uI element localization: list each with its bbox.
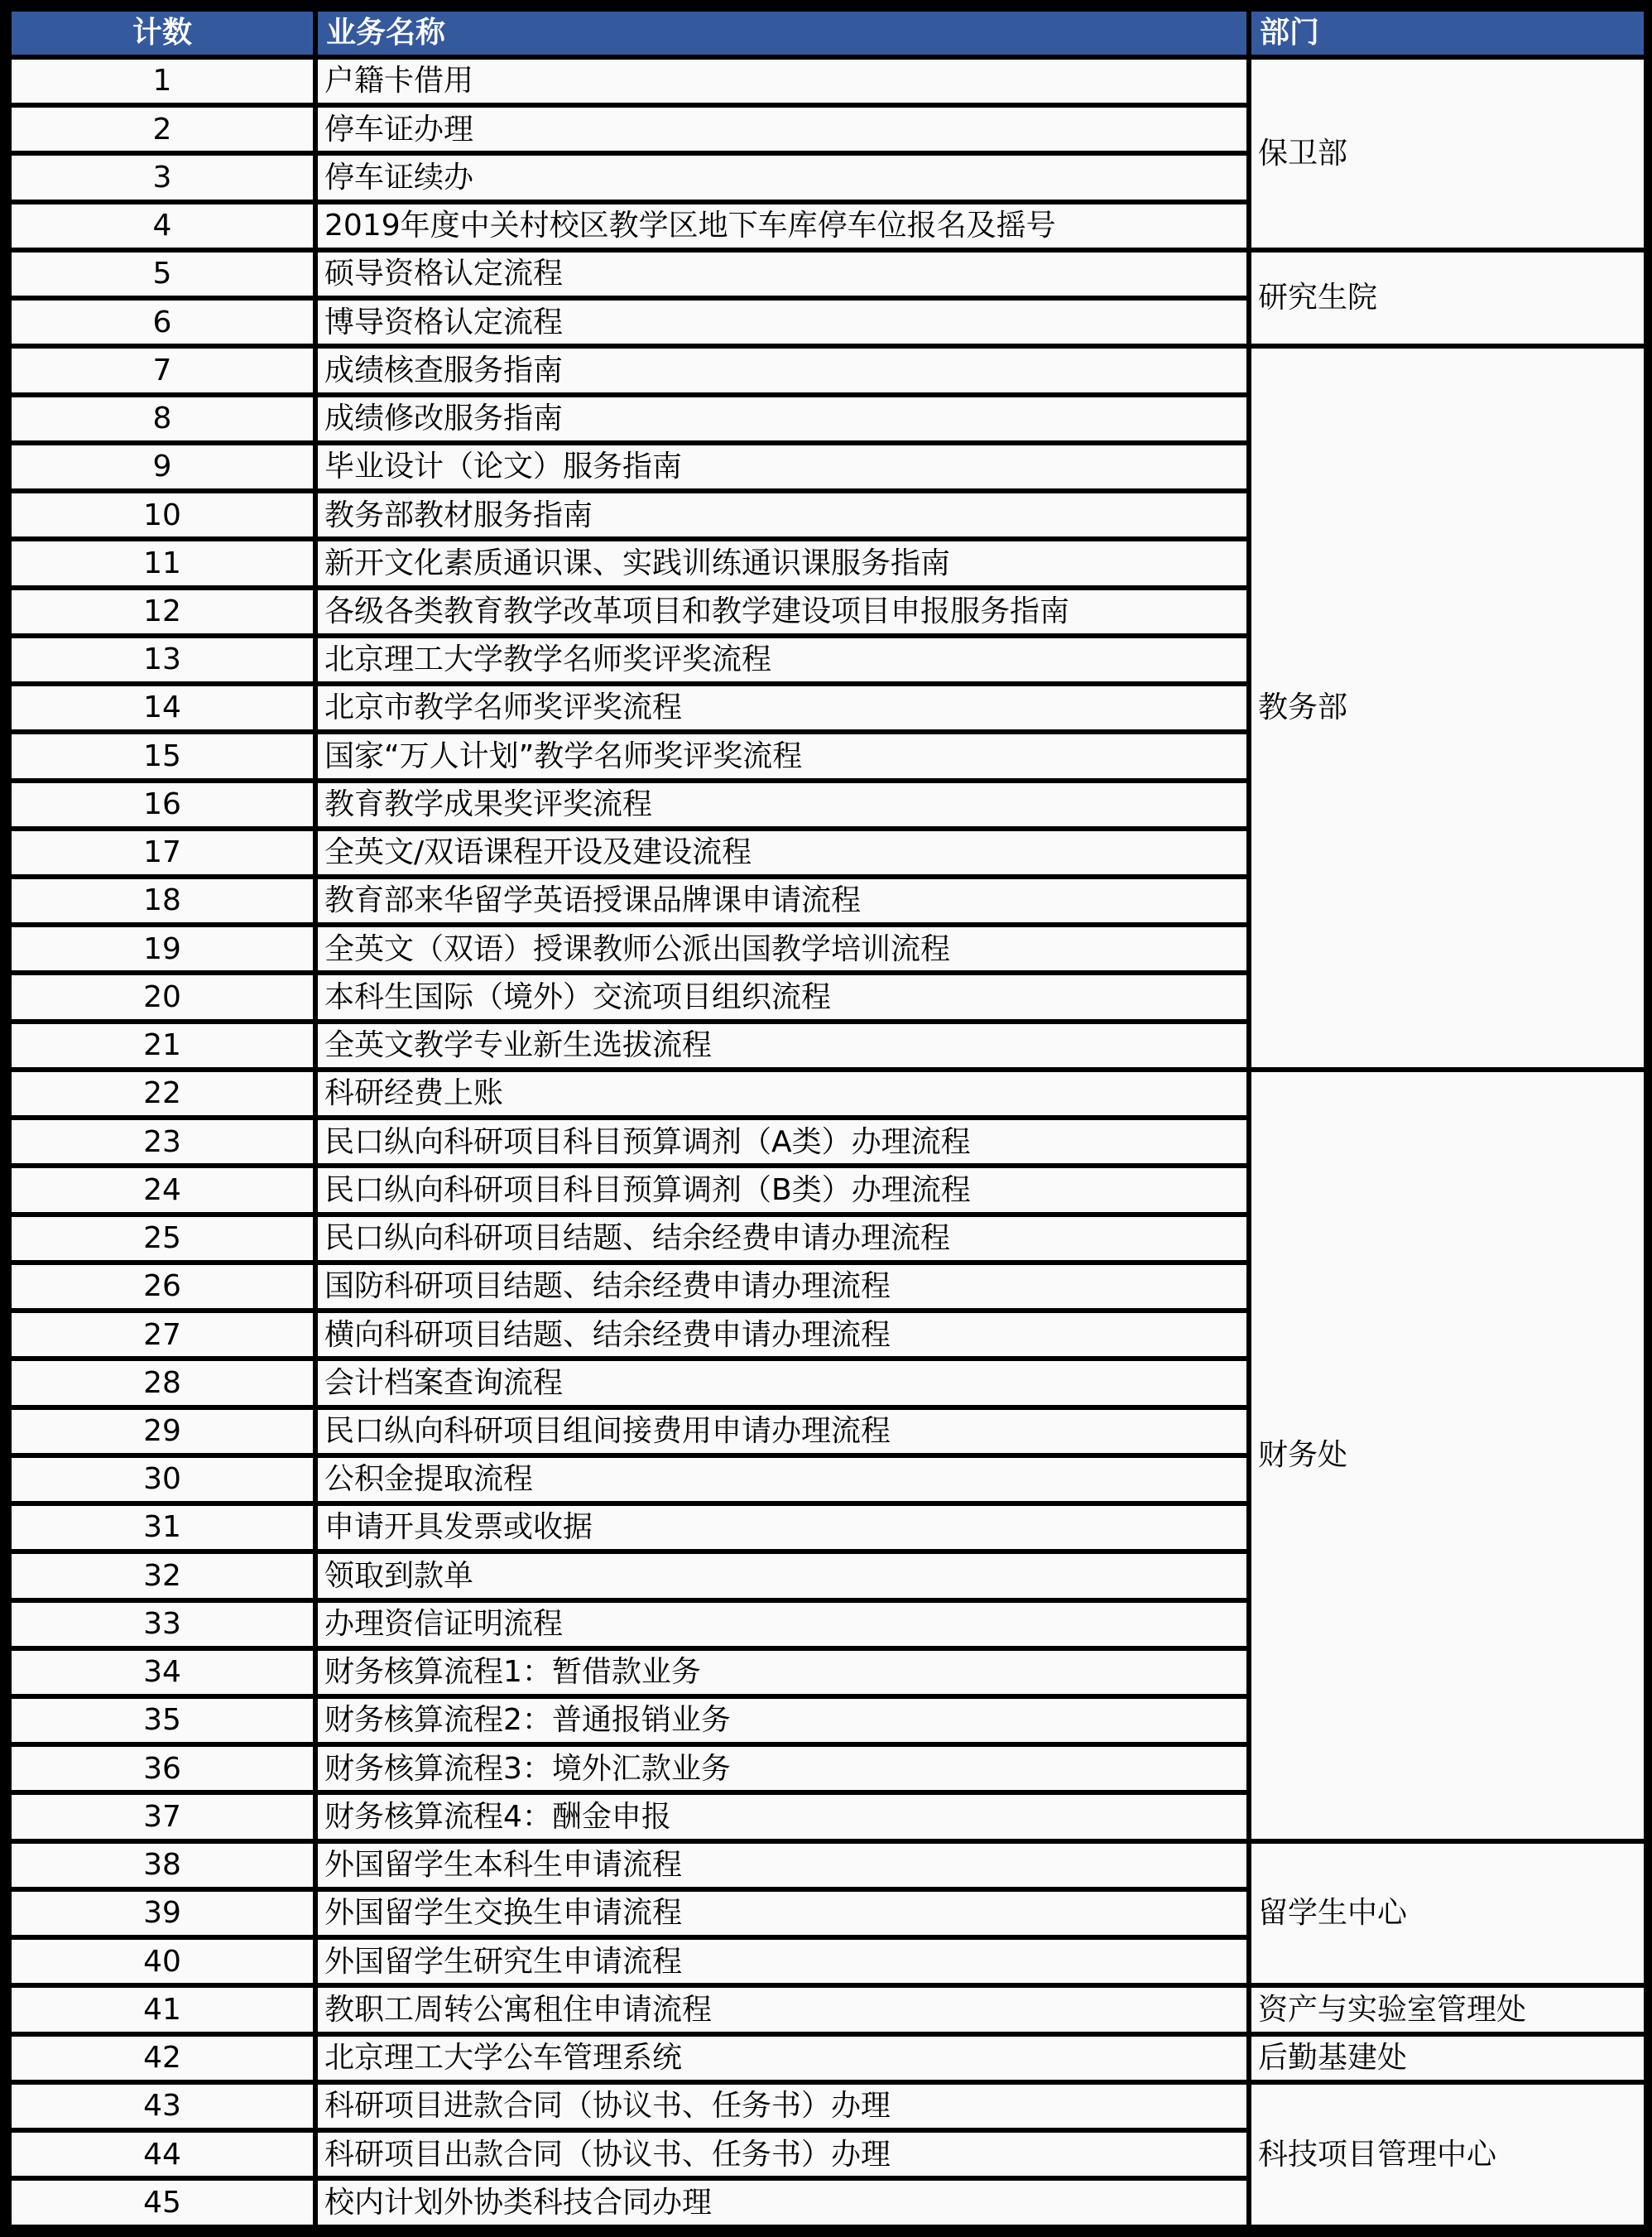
row-number-cell: 27 <box>9 1311 315 1359</box>
row-number-cell: 13 <box>9 636 315 684</box>
service-name-cell: 科研项目出款合同（协议书、任务书）办理 <box>315 2130 1249 2178</box>
service-name-cell: 停车证续办 <box>315 153 1249 201</box>
service-name-cell: 博导资格认定流程 <box>315 298 1249 346</box>
row-number-cell: 3 <box>9 153 315 201</box>
department-cell: 教务部 <box>1249 346 1646 1070</box>
service-name-cell: 成绩核查服务指南 <box>315 346 1249 394</box>
department-cell: 资产与实验室管理处 <box>1249 1985 1646 2033</box>
row-number-cell: 10 <box>9 491 315 539</box>
service-name-cell: 本科生国际（境外）交流项目组织流程 <box>315 973 1249 1021</box>
service-name-cell: 2019年度中关村校区教学区地下车库停车位报名及摇号 <box>315 202 1249 250</box>
row-number-cell: 32 <box>9 1551 315 1600</box>
column-header-department: 部门 <box>1249 9 1646 57</box>
row-number-cell: 37 <box>9 1792 315 1840</box>
row-number-cell: 42 <box>9 2034 315 2082</box>
table-row <box>9 1070 1646 1118</box>
row-number-cell: 11 <box>9 539 315 587</box>
row-number-cell: 5 <box>9 250 315 298</box>
row-number-cell: 12 <box>9 588 315 636</box>
table-row <box>9 2034 1646 2082</box>
row-number-cell: 34 <box>9 1648 315 1696</box>
service-name-cell: 横向科研项目结题、结余经费申请办理流程 <box>315 1311 1249 1359</box>
service-name-cell: 北京理工大学教学名师奖评奖流程 <box>315 636 1249 684</box>
row-number-cell: 8 <box>9 395 315 443</box>
row-number-cell: 40 <box>9 1937 315 1985</box>
row-number-cell: 26 <box>9 1263 315 1311</box>
row-number-cell: 38 <box>9 1841 315 1889</box>
department-cell: 保卫部 <box>1249 57 1646 250</box>
row-number-cell: 25 <box>9 1215 315 1263</box>
row-number-cell: 18 <box>9 877 315 925</box>
service-name-cell: 全英文（双语）授课教师公派出国教学培训流程 <box>315 925 1249 973</box>
service-name-cell: 领取到款单 <box>315 1551 1249 1600</box>
row-number-cell: 33 <box>9 1600 315 1648</box>
row-number-cell: 29 <box>9 1407 315 1455</box>
service-name-cell: 国防科研项目结题、结余经费申请办理流程 <box>315 1263 1249 1311</box>
service-name-cell: 教务部教材服务指南 <box>315 491 1249 539</box>
row-number-cell: 20 <box>9 973 315 1021</box>
row-number-cell: 14 <box>9 684 315 732</box>
service-name-cell: 停车证办理 <box>315 105 1249 153</box>
row-number-cell: 6 <box>9 298 315 346</box>
row-number-cell: 41 <box>9 1985 315 2033</box>
row-number-cell: 24 <box>9 1166 315 1214</box>
row-number-cell: 15 <box>9 732 315 780</box>
department-cell: 后勤基建处 <box>1249 2034 1646 2082</box>
row-number-cell: 21 <box>9 1022 315 1070</box>
row-number-cell: 4 <box>9 202 315 250</box>
service-name-cell: 科研项目进款合同（协议书、任务书）办理 <box>315 2082 1249 2130</box>
services-table <box>7 7 1649 2230</box>
table-row <box>9 57 1646 105</box>
table-row <box>9 1985 1646 2033</box>
service-name-cell: 财务核算流程4：酬金申报 <box>315 1792 1249 1840</box>
service-name-cell: 教职工周转公寓租住申请流程 <box>315 1985 1249 2033</box>
row-number-cell: 36 <box>9 1744 315 1792</box>
service-name-cell: 新开文化素质通识课、实践训练通识课服务指南 <box>315 539 1249 587</box>
service-name-cell: 财务核算流程1：暂借款业务 <box>315 1648 1249 1696</box>
table-row <box>9 1841 1646 1889</box>
service-name-cell: 财务核算流程2：普通报销业务 <box>315 1696 1249 1744</box>
service-name-cell: 北京市教学名师奖评奖流程 <box>315 684 1249 732</box>
service-name-cell: 全英文/双语课程开设及建设流程 <box>315 829 1249 877</box>
service-name-cell: 教育教学成果奖评奖流程 <box>315 781 1249 829</box>
row-number-cell: 39 <box>9 1889 315 1937</box>
service-name-cell: 科研经费上账 <box>315 1070 1249 1118</box>
row-number-cell: 9 <box>9 443 315 491</box>
row-number-cell: 17 <box>9 829 315 877</box>
service-name-cell: 公积金提取流程 <box>315 1455 1249 1503</box>
service-name-cell: 外国留学生本科生申请流程 <box>315 1841 1249 1889</box>
row-number-cell: 1 <box>9 57 315 105</box>
service-name-cell: 会计档案查询流程 <box>315 1359 1249 1407</box>
service-name-cell: 国家“万人计划”教学名师奖评奖流程 <box>315 732 1249 780</box>
column-header-count: 计数 <box>9 9 315 57</box>
row-number-cell: 35 <box>9 1696 315 1744</box>
row-number-cell: 19 <box>9 925 315 973</box>
row-number-cell: 22 <box>9 1070 315 1118</box>
row-number-cell: 16 <box>9 781 315 829</box>
department-cell: 科技项目管理中心 <box>1249 2082 1646 2227</box>
column-header-service: 业务名称 <box>315 9 1249 57</box>
row-number-cell: 28 <box>9 1359 315 1407</box>
service-name-cell: 毕业设计（论文）服务指南 <box>315 443 1249 491</box>
service-name-cell: 成绩修改服务指南 <box>315 395 1249 443</box>
service-name-cell: 户籍卡借用 <box>315 57 1249 105</box>
service-name-cell: 全英文教学专业新生选拔流程 <box>315 1022 1249 1070</box>
service-name-cell: 教育部来华留学英语授课品牌课申请流程 <box>315 877 1249 925</box>
row-number-cell: 2 <box>9 105 315 153</box>
row-number-cell: 23 <box>9 1118 315 1166</box>
row-number-cell: 30 <box>9 1455 315 1503</box>
service-name-cell: 民口纵向科研项目科目预算调剂（B类）办理流程 <box>315 1166 1249 1214</box>
service-name-cell: 硕导资格认定流程 <box>315 250 1249 298</box>
service-name-cell: 办理资信证明流程 <box>315 1600 1249 1648</box>
service-name-cell: 民口纵向科研项目科目预算调剂（A类）办理流程 <box>315 1118 1249 1166</box>
row-number-cell: 44 <box>9 2130 315 2178</box>
row-number-cell: 7 <box>9 346 315 394</box>
service-name-cell: 校内计划外协类科技合同办理 <box>315 2178 1249 2227</box>
department-cell: 财务处 <box>1249 1070 1646 1841</box>
department-cell: 研究生院 <box>1249 250 1646 346</box>
service-name-cell: 各级各类教育教学改革项目和教学建设项目申报服务指南 <box>315 588 1249 636</box>
service-name-cell: 外国留学生交换生申请流程 <box>315 1889 1249 1937</box>
service-name-cell: 财务核算流程3：境外汇款业务 <box>315 1744 1249 1792</box>
service-name-cell: 民口纵向科研项目组间接费用申请办理流程 <box>315 1407 1249 1455</box>
service-name-cell: 北京理工大学公车管理系统 <box>315 2034 1249 2082</box>
service-name-cell: 民口纵向科研项目结题、结余经费申请办理流程 <box>315 1215 1249 1263</box>
row-number-cell: 43 <box>9 2082 315 2130</box>
row-number-cell: 45 <box>9 2178 315 2227</box>
table-row <box>9 346 1646 394</box>
department-cell: 留学生中心 <box>1249 1841 1646 1986</box>
service-name-cell: 申请开具发票或收据 <box>315 1503 1249 1551</box>
table-row <box>9 2082 1646 2130</box>
table-row <box>9 250 1646 298</box>
service-name-cell: 外国留学生研究生申请流程 <box>315 1937 1249 1985</box>
row-number-cell: 31 <box>9 1503 315 1551</box>
header-row <box>9 9 1646 57</box>
